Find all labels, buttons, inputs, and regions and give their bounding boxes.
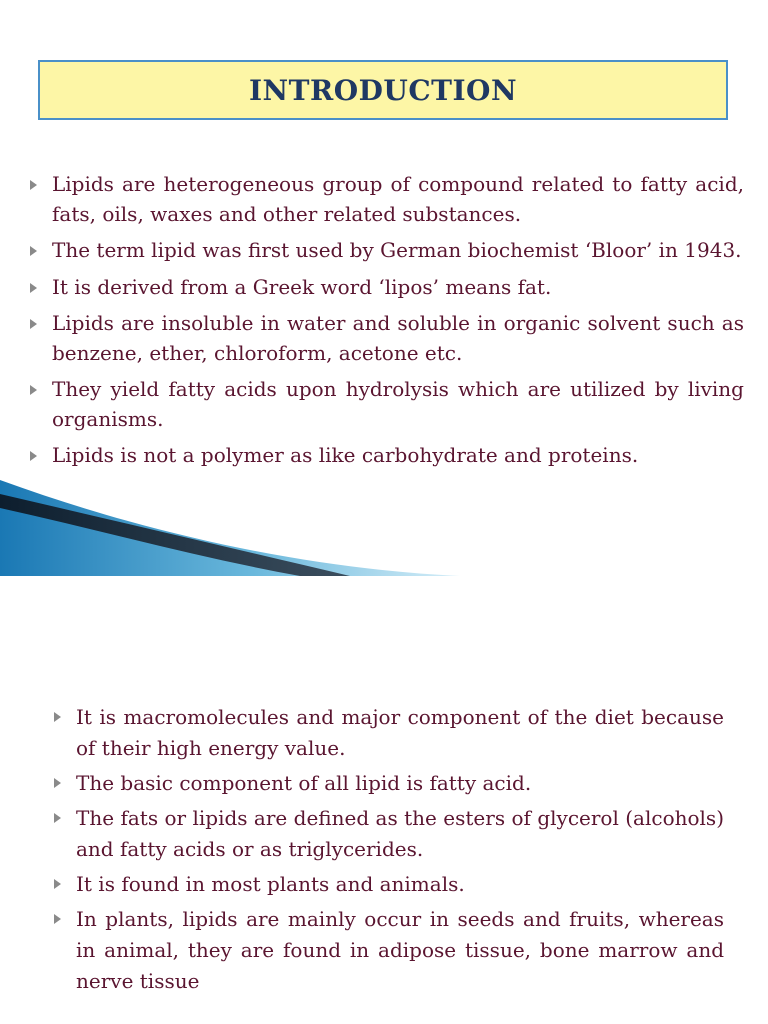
bullet-item: It is found in most plants and animals. [52, 869, 724, 900]
bullet-list [28, 170, 744, 478]
bullet-item: They yield fatty acids upon hydrolysis which are utilized by living organisms. [28, 375, 744, 434]
triangle-bullet-icon [30, 246, 37, 256]
triangle-bullet-icon [30, 180, 37, 190]
triangle-bullet-icon [54, 914, 61, 924]
slide-title: INTRODUCTION [248, 73, 518, 107]
bullet-list [52, 702, 724, 1001]
triangle-bullet-icon [54, 879, 61, 889]
bullet-item: It is macromolecules and major component of the diet because of their high energy value. [52, 702, 724, 764]
title-box [38, 60, 728, 120]
triangle-bullet-icon [30, 385, 37, 395]
bullet-item: In plants, lipids are mainly occur in seeds and fruits, whereas in animal, they are found in adipose tissue, bone marrow and nerve tissue [52, 904, 724, 997]
slide-continued [0, 576, 768, 1024]
triangle-bullet-icon [54, 813, 61, 823]
bullet-item: The fats or lipids are defined as the esters of glycerol (alcohols) and fatty acids or as triglycerides. [52, 803, 724, 865]
bullet-item: Lipids are insoluble in water and soluble in organic solvent such as benzene, ether, chloroform, acetone etc. [28, 309, 744, 368]
bullet-item: Lipids are heterogeneous group of compound related to fatty acid, fats, oils, waxes and other related substances. [28, 170, 744, 229]
decorative-swoosh [0, 470, 460, 576]
triangle-bullet-icon [30, 451, 37, 461]
triangle-bullet-icon [30, 283, 37, 293]
bullet-item: The term lipid was first used by German biochemist ‘Bloor’ in 1943. [28, 236, 744, 266]
triangle-bullet-icon [30, 319, 37, 329]
triangle-bullet-icon [54, 778, 61, 788]
bullet-item: It is derived from a Greek word ‘lipos’ means fat. [28, 273, 744, 303]
bullet-item: Lipids is not a polymer as like carbohydrate and proteins. [28, 441, 744, 471]
bullet-item: The basic component of all lipid is fatty acid. [52, 768, 724, 799]
triangle-bullet-icon [54, 712, 61, 722]
